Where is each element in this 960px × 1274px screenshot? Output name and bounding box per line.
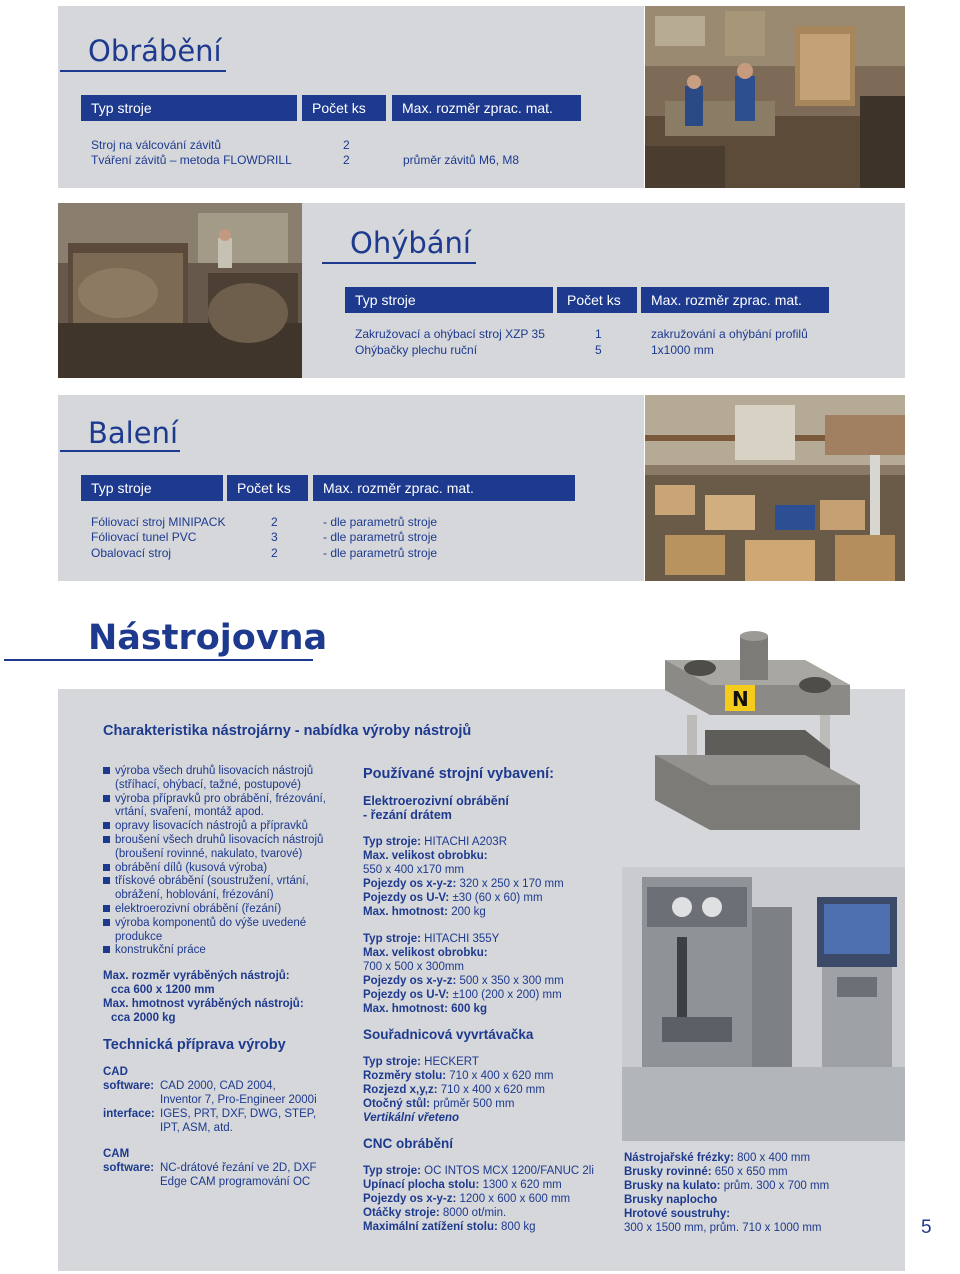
h2-uv: [363, 989, 562, 1003]
obrabeni-header-pocet: Počet ks: [302, 95, 386, 121]
ohybani-title-underline: [322, 262, 476, 264]
bullet-item-continuation: [103, 931, 353, 945]
cnc-title: CNC obrábění: [363, 1136, 454, 1151]
obrabeni-row1-pocet: 2: [343, 138, 350, 152]
c-upi: [363, 1179, 562, 1193]
bullet-text: produkce: [115, 930, 163, 943]
c-poj-value: 1200 x 600 x 600 mm: [459, 1193, 571, 1205]
h2-typ-label: Typ stroje:: [363, 933, 421, 945]
obrabeni-title-underline: [60, 70, 226, 72]
ohybani-title: Ohýbání: [350, 226, 471, 260]
rovinne-label: Brusky rovinné:: [624, 1166, 712, 1178]
h1-poj: [363, 878, 564, 892]
obrabeni-row2-pocet: 2: [343, 153, 350, 167]
ohybani-header-typ: Typ stroje: [345, 287, 553, 313]
baleni-row3-pocet: 2: [271, 546, 278, 560]
max-rozmer-value: cca 600 x 1200 mm: [111, 984, 215, 996]
cad-interface-label: interface:: [103, 1108, 155, 1120]
frezky-value: 800 x 400 mm: [737, 1152, 811, 1164]
cam-label: CAM: [103, 1148, 130, 1160]
s-typ: [363, 1056, 479, 1070]
nakulato: [624, 1180, 829, 1194]
bullet-square-icon: [103, 919, 110, 926]
cad-label: CAD: [103, 1066, 128, 1078]
h2-poj-value: 500 x 350 x 300 mm: [459, 975, 564, 987]
s-roz-value: 710 x 400 x 620 mm: [449, 1070, 554, 1082]
naplocho: Brusky naplocho: [624, 1194, 718, 1206]
c-poj: [363, 1193, 570, 1207]
tool-die-photo: [655, 630, 860, 830]
s-roz2-label: Rozjezd x,y,z:: [363, 1084, 438, 1096]
hrotove-value: 300 x 1500 mm, prům. 710 x 1000 mm: [624, 1222, 822, 1234]
cad-software-2: Inventor 7, Pro-Engineer 2000i: [160, 1094, 317, 1106]
obrabeni-row2-typ: Tváření závitů – metoda FLOWDRILL: [91, 153, 292, 167]
max-hmotnost-value: cca 2000 kg: [111, 1012, 176, 1024]
s-oto: [363, 1098, 514, 1112]
svg-text:N: N: [732, 687, 749, 711]
bullet-item: [103, 917, 353, 931]
bullet-item: [103, 944, 353, 958]
frezky: [624, 1152, 810, 1166]
h2-uv-label: Pojezdy os U-V:: [363, 989, 450, 1001]
ohybani-row2-max: 1x1000 mm: [651, 343, 714, 357]
cad-interface-2: IPT, ASM, atd.: [160, 1122, 233, 1134]
rovinne-value: 650 x 650 mm: [714, 1166, 788, 1178]
baleni-row1-max: - dle parametrů stroje: [323, 515, 438, 529]
vybaveni-title: Používané strojní vybavení:: [363, 766, 554, 782]
bullet-item: [103, 793, 353, 807]
c-zat-value: 800 kg: [501, 1221, 536, 1233]
ohybani-row1-typ: Zakružovací a ohýbací stroj XZP 35: [355, 327, 545, 341]
bullet-text: broušení všech druhů lisovacích nástrojů: [115, 833, 324, 846]
obrabeni-row1-typ: Stroj na válcování závitů: [91, 138, 222, 152]
nastrojovna-title-underline: [4, 659, 313, 661]
h1-hm: [363, 906, 486, 920]
bullet-text: výroba všech druhů lisovacích nástrojů: [115, 765, 314, 777]
c-typ-value: OC INTOS MCX 1200/FANUC 2li: [424, 1165, 594, 1177]
bullet-text: (broušení rovinné, nakulato, tvarové): [115, 847, 303, 860]
max-hmotnost-label: Max. hmotnost vyráběných nástrojů:: [103, 998, 304, 1010]
s-typ-value: HECKERT: [424, 1056, 479, 1068]
obrabeni-workshop-photo: [645, 6, 905, 188]
ohybani-header-max: Max. rozměr zprac. mat.: [641, 287, 829, 313]
bullet-text: (stříhací, ohýbací, tažné, postupové): [115, 778, 302, 791]
nastrojovna-title: Nástrojovna: [88, 618, 328, 658]
s-roz2-value: 710 x 400 x 620 mm: [440, 1084, 545, 1096]
c-typ-label: Typ stroje:: [363, 1165, 421, 1177]
s-typ-label: Typ stroje:: [363, 1056, 421, 1068]
ohybani-row1-pocet: 1: [595, 327, 602, 341]
cad-interface-1: IGES, PRT, DXF, DWG, STEP,: [160, 1108, 317, 1120]
h2-hm: Max. hmotnost: 600 kg: [363, 1003, 487, 1015]
bullet-text: opravy lisovacích nástrojů a přípravků: [115, 820, 309, 833]
elektro-sub: - řezání drátem: [363, 808, 452, 822]
rovinne: [624, 1166, 788, 1180]
c-ota-label: Otáčky stroje:: [363, 1207, 440, 1219]
h2-poj: [363, 975, 564, 989]
c-ota: [363, 1207, 506, 1221]
c-upi-value: 1300 x 620 mm: [482, 1179, 562, 1191]
c-typ: [363, 1165, 594, 1179]
bullet-square-icon: [103, 864, 110, 871]
h1-uv-label: Pojezdy os U-V:: [363, 892, 450, 904]
elektro-title: Elektroerozivní obrábění: [363, 794, 509, 808]
cad-software-1: CAD 2000, CAD 2004,: [160, 1080, 276, 1092]
ohybani-row2-typ: Ohýbačky plechu ruční: [355, 343, 478, 357]
baleni-row2-max: - dle parametrů stroje: [323, 530, 438, 544]
c-ota-value: 8000 ot/min.: [442, 1207, 507, 1219]
nastrojovna-bullet-list: [103, 765, 353, 958]
edm-machine-photo: [622, 867, 905, 1141]
h1-typ-label: Typ stroje:: [363, 836, 421, 848]
s-roz: [363, 1070, 553, 1084]
c-upi-label: Upínací plocha stolu:: [363, 1179, 480, 1191]
max-rozmer-label: Max. rozměr vyráběných nástrojů:: [103, 970, 290, 982]
bullet-text: obrážení, hoblování, frézování): [115, 889, 274, 902]
cam-software-1: NC-drátové řezání ve 2D, DXF: [160, 1162, 317, 1174]
obrabeni-header-max: Max. rozměr zprac. mat.: [392, 95, 581, 121]
h1-hm-value: 200 kg: [451, 906, 486, 918]
s-vreteno: Vertikální vřeteno: [363, 1112, 460, 1124]
bullet-item: [103, 903, 353, 917]
h2-vel-value: 700 x 500 x 300mm: [363, 961, 465, 973]
bullet-item: [103, 875, 353, 889]
h2-vel-label: Max. velikost obrobku:: [363, 947, 488, 959]
ohybani-row2-pocet: 5: [595, 343, 602, 357]
baleni-warehouse-photo: [645, 395, 905, 581]
s-oto-value: průměr 500 mm: [433, 1098, 515, 1110]
c-poj-label: Pojezdy os x-y-z:: [363, 1193, 457, 1205]
baleni-row1-pocet: 2: [271, 515, 278, 529]
h1-typ-value: HITACHI A203R: [424, 836, 508, 848]
bullet-square-icon: [103, 946, 110, 953]
cad-software-label: software:: [103, 1080, 155, 1092]
obrabeni-title: Obrábění: [88, 34, 222, 68]
ohybani-header-pocet: Počet ks: [557, 287, 637, 313]
h2-poj-label: Pojezdy os x-y-z:: [363, 975, 457, 987]
baleni-title-underline: [60, 450, 180, 452]
bullet-item: [103, 862, 353, 876]
tech-priprava-title: Technická příprava výroby: [103, 1037, 286, 1053]
bullet-item: [103, 820, 353, 834]
bullet-text: výroba přípravků pro obrábění, frézování,: [115, 792, 326, 805]
obrabeni-header-typ: Typ stroje: [81, 95, 297, 121]
h1-hm-label: Max. hmotnost:: [363, 906, 448, 918]
baleni-row3-max: - dle parametrů stroje: [323, 546, 438, 560]
baleni-header-max: Max. rozměr zprac. mat.: [313, 475, 575, 501]
cam-software-2: Edge CAM programování OC: [160, 1176, 311, 1188]
s-roz-label: Rozměry stolu:: [363, 1070, 447, 1082]
frezky-label: Nástrojařské frézky:: [624, 1152, 734, 1164]
h1-uv-value: ±30 (60 x 60) mm: [452, 892, 543, 904]
bullet-item-continuation: [103, 806, 353, 820]
h2-uv-value: ±100 (200 x 200) mm: [452, 989, 562, 1001]
h1-uv: [363, 892, 543, 906]
bullet-square-icon: [103, 795, 110, 802]
bullet-item: [103, 765, 353, 779]
ohybani-workshop-photo: [58, 203, 302, 378]
baleni-row1-typ: Fóliovací stroj MINIPACK: [91, 515, 226, 529]
hrotove-label: Hrotové soustruhy:: [624, 1208, 731, 1220]
bullet-text: konstrukční práce: [115, 944, 206, 957]
obrabeni-row2-max: průměr závitů M6, M8: [403, 153, 520, 167]
bullet-square-icon: [103, 836, 110, 843]
bullet-square-icon: [103, 905, 110, 912]
h1-vel-value: 550 x 400 x170 mm: [363, 864, 465, 876]
h1-typ: [363, 836, 507, 850]
bullet-item-continuation: [103, 779, 353, 793]
h1-poj-label: Pojezdy os x-y-z:: [363, 878, 457, 890]
bullet-text: výroba komponentů do výše uvedené: [115, 916, 307, 929]
ohybani-row1-max: zakružování a ohýbání profilů: [651, 327, 808, 341]
bullet-text: třískové obrábění (soustružení, vrtání,: [115, 875, 309, 888]
bullet-text: vrtání, svaření, montáž apod.: [115, 806, 264, 819]
s-roz2: [363, 1084, 545, 1098]
bullet-square-icon: [103, 767, 110, 774]
nastrojovna-subtitle: Charakteristika nástrojárny - nabídka výroby nástrojů: [103, 723, 472, 739]
baleni-header-typ: Typ stroje: [81, 475, 223, 501]
c-zat-label: Maximální zatížení stolu:: [363, 1221, 498, 1233]
baleni-title: Balení: [88, 416, 179, 450]
h1-vel-label: Max. velikost obrobku:: [363, 850, 488, 862]
nakulato-value: prům. 300 x 700 mm: [723, 1180, 830, 1192]
bullet-text: obrábění dílů (kusová výroba): [115, 861, 268, 874]
bullet-text: elektroerozivní obrábění (řezání): [115, 902, 282, 915]
s-oto-label: Otočný stůl:: [363, 1098, 431, 1110]
page-number: 5: [921, 1217, 932, 1238]
nakulato-label: Brusky na kulato:: [624, 1180, 721, 1192]
bullet-square-icon: [103, 822, 110, 829]
h2-typ: [363, 933, 499, 947]
baleni-row2-pocet: 3: [271, 530, 278, 544]
cam-software-label: software:: [103, 1162, 155, 1174]
baleni-row3-typ: Obalovací stroj: [91, 546, 172, 560]
baleni-header-pocet: Počet ks: [227, 475, 308, 501]
h1-poj-value: 320 x 250 x 170 mm: [459, 878, 564, 890]
bullet-item-continuation: [103, 889, 353, 903]
bullet-item-continuation: [103, 848, 353, 862]
bullet-square-icon: [103, 877, 110, 884]
c-zat: [363, 1221, 536, 1235]
baleni-row2-typ: Fóliovací tunel PVC: [91, 530, 197, 544]
souradnicova-title: Souřadnicová vyvrtávačka: [363, 1027, 534, 1042]
h2-typ-value: HITACHI 355Y: [424, 933, 500, 945]
bullet-item: [103, 834, 353, 848]
